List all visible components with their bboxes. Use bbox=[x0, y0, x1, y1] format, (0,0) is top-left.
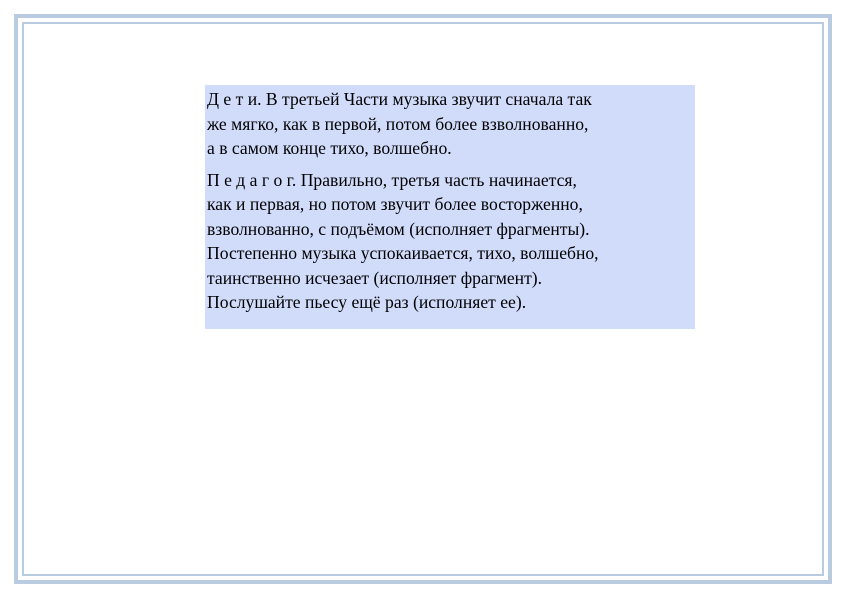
text-line: как и первая, но потом звучит более восторженно, bbox=[207, 194, 583, 214]
text-line: таинственно исчезает (исполняет фрагмент). bbox=[207, 267, 543, 288]
children-answer-paragraph bbox=[207, 87, 693, 161]
text-line: Д е т и. В третьей Части музыка звучит сначала так bbox=[207, 89, 592, 109]
text-line: а в самом конце тихо, волшебно. bbox=[207, 138, 452, 158]
text-line: Послушайте пьесу ещё раз (исполняет ее). bbox=[207, 292, 527, 312]
text-line: взволнованно, с подъёмом (исполняет фрагменты). bbox=[207, 218, 590, 239]
text-line: же мягко, как в первой, потом более взволнованно, bbox=[207, 113, 589, 134]
text-line: П е д а г о г. Правильно, третья часть начинается, bbox=[207, 169, 577, 190]
text-line: Постепенно музыка успокаивается, тихо, волшебно, bbox=[207, 243, 599, 263]
dialogue-text-box bbox=[205, 85, 695, 329]
teacher-response-paragraph bbox=[207, 168, 693, 315]
